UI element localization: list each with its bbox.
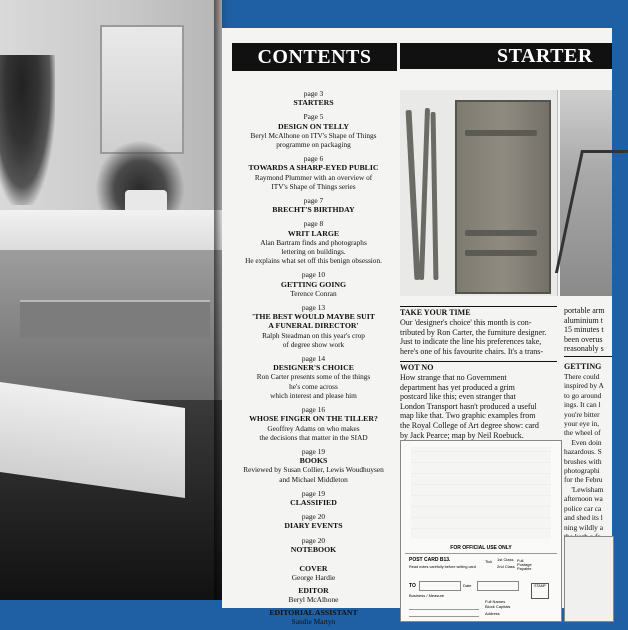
toc-entry — [232, 489, 395, 507]
toc-page-number: page 19 — [301, 446, 326, 456]
second-postcard-image — [564, 536, 614, 622]
chair-photo — [400, 90, 558, 296]
postcard-tick-label: Tick — [485, 559, 493, 564]
text-line: inspired by A — [564, 381, 604, 391]
toc-entry — [232, 512, 395, 530]
chair-strap — [465, 230, 537, 236]
take-your-time-body — [400, 318, 560, 356]
toc-entry — [232, 536, 395, 554]
text-line: aluminium t — [564, 315, 603, 325]
text-line: tributed by Ron Carter, the furniture designer. — [400, 327, 547, 337]
toc-page-number: page 20 — [301, 535, 326, 545]
toc-page-number: page 7 — [303, 196, 324, 206]
chair-folded-frame — [419, 108, 430, 280]
text-line: your eye in, — [564, 419, 600, 429]
postcard-title: POST CARD B13. — [409, 557, 451, 563]
wot-no-body — [400, 373, 560, 440]
postcard-to-box — [419, 581, 461, 591]
toc-description: Terence Conran — [290, 288, 337, 298]
section-rule — [564, 356, 612, 357]
text-line: 'Lewisham — [564, 484, 604, 494]
text-line: Even doin — [564, 437, 602, 447]
toc-page-number: page 16 — [301, 405, 326, 415]
postcard-stamp-box: STAMP — [531, 583, 549, 599]
credit-name: George Hardie — [291, 572, 336, 582]
toc-title: BRECHT'S BIRTHDAY — [272, 205, 355, 215]
toc-title: NOTEBOOK — [290, 544, 337, 554]
toc-entry — [232, 303, 395, 349]
postcard-date-box — [477, 581, 519, 591]
credit-label: EDITORIAL ASSISTANT — [269, 607, 358, 617]
toc-title: DESIGN ON TELLY — [277, 121, 350, 131]
toc-entry — [232, 447, 395, 484]
text-line: 15 minutes t — [564, 325, 604, 335]
toc-list — [232, 89, 395, 554]
credit-name: Beryl McAlhone — [288, 594, 339, 604]
text-line: brushes with — [564, 456, 602, 466]
photo-person — [0, 55, 55, 205]
toc-entry — [232, 196, 395, 214]
toc-description: Raymond Plummer with an overview of ITV's Shape of Things series — [254, 172, 373, 191]
text-line: map like that. Two graphic examples from — [400, 411, 536, 421]
right-column-body — [564, 306, 612, 354]
postcard-line — [409, 609, 479, 610]
text-line: London Transport hasn't produced a useful — [400, 401, 537, 411]
postcard-date-label: Date — [463, 583, 472, 588]
toc-title: DIARY EVENTS — [284, 521, 343, 531]
starters-heading: STARTER — [400, 43, 612, 69]
toc-description: Beryl McAlhone on ITV's Shape of Things programme on packaging — [250, 130, 377, 150]
postcard-artwork — [411, 447, 551, 539]
toc-title: WRIT LARGE — [287, 228, 340, 238]
postcard-official-label: FOR OFFICIAL USE ONLY — [450, 545, 512, 551]
toc-entry — [232, 154, 395, 191]
chair-strap — [465, 130, 537, 136]
text-line: police car ca — [564, 503, 602, 513]
text-line: here's one of his favourite chairs. It's a trans- — [400, 346, 544, 356]
text-line: ning wildly a — [564, 522, 604, 532]
left-page-photo — [0, 0, 222, 600]
text-line: There could — [564, 372, 600, 381]
contents-heading: CONTENTS — [232, 43, 397, 71]
section-rule — [400, 306, 557, 307]
credit-label: COVER — [299, 563, 328, 573]
toc-title: WHOSE FINGER ON THE TILLER? — [249, 414, 378, 424]
text-line: afternoon wa — [564, 494, 603, 504]
toc-entry — [232, 89, 395, 107]
toc-title: CLASSIFIED — [290, 497, 337, 507]
toc-description: Ralph Steadman on this year's crop of degree show work — [262, 330, 365, 349]
chair-strap — [465, 250, 537, 256]
toc-title: DESIGNER'S CHOICE — [273, 363, 354, 373]
toc-description: Reviewed by Susan Collier, Lewis Woudhuysen and Michael Middleton — [243, 465, 384, 484]
toc-entry — [232, 354, 395, 400]
toc-entry — [232, 219, 395, 265]
postcard-line — [409, 616, 479, 617]
postcard-second-class: 2nd Class — [497, 564, 515, 569]
credit-label: EDITOR — [298, 585, 329, 595]
take-your-time-heading: TAKE YOUR TIME — [400, 308, 471, 317]
text-line: postcard like this; even stranger that — [400, 392, 516, 402]
photo-drawer — [20, 300, 210, 338]
toc-title: 'THE BEST WOULD MAYBE SUIT A FUNERAL DIRECTOR' — [252, 312, 375, 331]
toc-page-number: page 13 — [301, 303, 326, 313]
text-line: for the Febru — [564, 475, 603, 485]
photo-desk-top — [0, 210, 222, 250]
postcard-note: Read notes carefully before writing card — [409, 565, 476, 569]
toc-page-number: page 14 — [301, 354, 326, 364]
toc-title: STARTERS — [293, 98, 334, 108]
text-line: and shed its l — [564, 513, 603, 523]
text-line: portable arm — [564, 306, 605, 315]
text-line: Our 'designer's choice' this month is con- — [400, 318, 532, 327]
text-line: Just to indicate the line his preferences take, — [400, 337, 542, 347]
text-line: by Jack Pearce; map by Neil Roebuck. — [400, 430, 524, 440]
second-photo — [560, 90, 612, 296]
photo-window — [100, 25, 184, 154]
text-line: been overus — [564, 334, 603, 344]
text-line: How strange that no Government — [400, 373, 507, 382]
text-line: reasonably s — [564, 344, 604, 354]
toc-page-number: page 6 — [303, 154, 324, 164]
text-line: ings. It can l — [564, 400, 601, 410]
text-line: you're bitter — [564, 409, 600, 419]
photo-chair-frame — [555, 150, 628, 273]
postcard-full-names: Full Names — [485, 599, 506, 604]
toc-page-number: page 3 — [303, 89, 324, 98]
postcard-full-postage: Full Postage Payable — [517, 558, 532, 571]
postcard-first-class: 1st Class — [497, 557, 514, 562]
text-line: photographi — [564, 466, 600, 476]
text-line: to go around — [564, 390, 602, 400]
toc-entry — [232, 112, 395, 149]
chair-folded-frame — [406, 110, 421, 280]
postcard-address: Address — [485, 611, 500, 616]
postcard-to-label: TO — [409, 583, 416, 589]
chair-folded-frame — [431, 112, 439, 280]
wot-no-heading: WOT NO — [400, 363, 434, 372]
text-line: department has yet produced a grim — [400, 382, 515, 392]
section-rule — [400, 361, 557, 362]
postcard-business-label: Business / Measure — [409, 593, 445, 598]
credit-list — [232, 564, 395, 626]
toc-title: TOWARDS A SHARP-EYED PUBLIC — [248, 163, 379, 173]
getting-heading: GETTING — [564, 362, 602, 371]
contents-column — [232, 43, 395, 630]
toc-title: GETTING GOING — [280, 279, 347, 289]
text-line: the Royal College of Art degree show: card — [400, 420, 539, 430]
toc-page-number: Page 5 — [303, 112, 324, 122]
postcard-image — [400, 440, 562, 622]
right-page — [222, 28, 612, 626]
text-line: the wheel of — [564, 428, 601, 438]
text-line: hazardous. S — [564, 447, 602, 457]
toc-page-number: page 8 — [303, 219, 324, 229]
toc-description: Geoffrey Adams on who makes the decisions that matter in the SIAD — [259, 423, 368, 442]
toc-page-number: page 19 — [301, 488, 326, 498]
toc-entry — [232, 270, 395, 298]
credit-name: Sandie Martyn — [291, 616, 336, 626]
postcard-line — [405, 553, 557, 554]
toc-title: BOOKS — [299, 456, 328, 466]
toc-page-number: page 10 — [301, 270, 326, 280]
postcard-block-caps: Block Capitals — [485, 604, 511, 609]
toc-page-number: page 20 — [301, 512, 326, 522]
toc-description: Alan Bartram finds and photographs lettering on buildings. He explains what set off this benign obsession. — [245, 237, 382, 266]
toc-description: Ron Carter presents some of the things he's come across which interest and please him — [256, 372, 371, 400]
toc-entry — [232, 405, 395, 442]
